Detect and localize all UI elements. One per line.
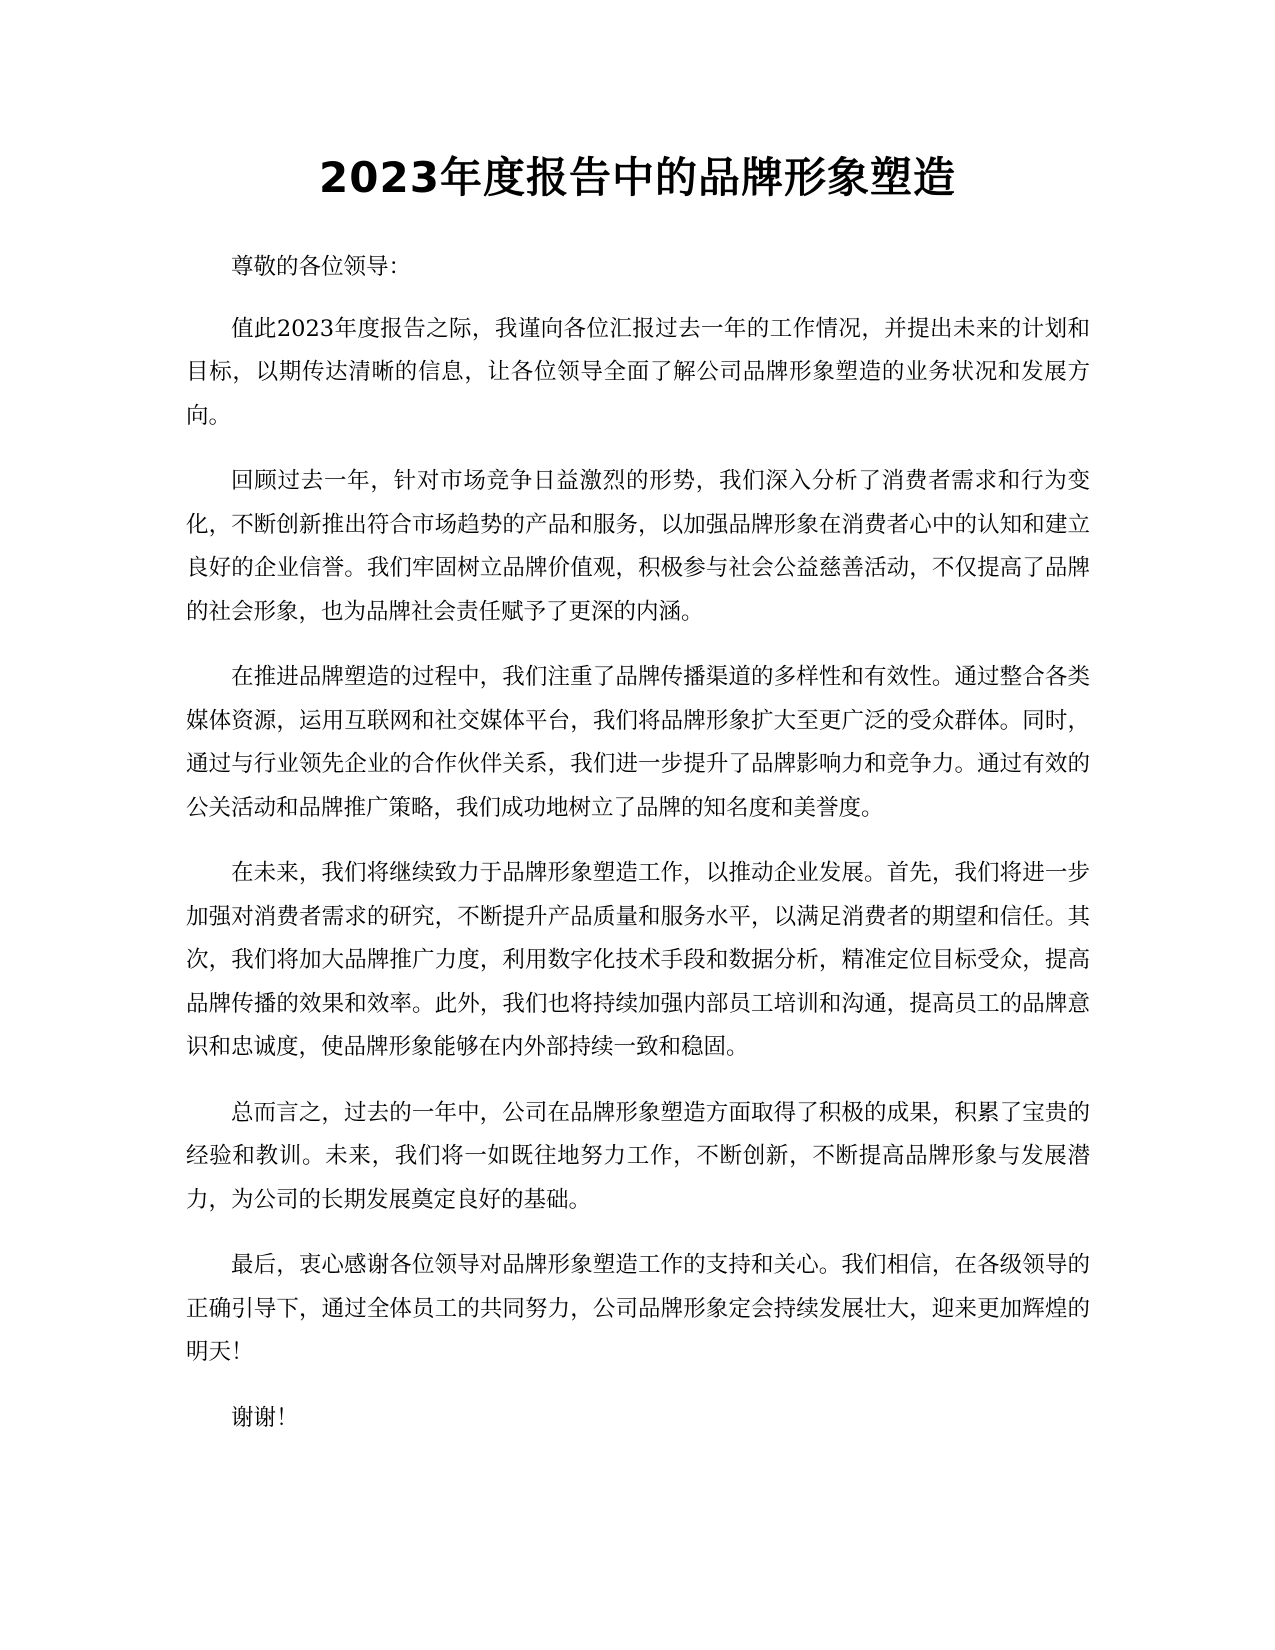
paragraph-thanks: 最后，衷心感谢各位领导对品牌形象塑造工作的支持和关心。我们相信，在各级领导的正确引导下，通过全体员工的共同努力，公司品牌形象定会持续发展壮大，迎来更加辉煌的明天！ — [186, 1252, 1090, 1365]
closing: 谢谢！ — [231, 1404, 299, 1431]
paragraph-summary: 总而言之，过去的一年中，公司在品牌形象塑造方面取得了积极的成果，积累了宝贵的经验和教训。未来，我们将一如既往地努力工作，不断创新，不断提高品牌形象与发展潜力，为公司的长期发展奠定良好的基础。 — [186, 1099, 1090, 1213]
paragraph-intro: 值此2023年度报告之际，我谨向各位汇报过去一年的工作情况，并提出未来的计划和目标，以期传达清晰的信息，让各位领导全面了解公司品牌形象塑造的业务状况和发展方向。 — [186, 315, 1090, 429]
paragraph-future: 在未来，我们将继续致力于品牌形象塑造工作，以推动企业发展。首先，我们将进一步加强对消费者需求的研究，不断提升产品质量和服务水平，以满足消费者的期望和信任。其次，我们将加大品牌推广力度，利用数字化技术手段和数据分析，精准定位目标受众，提高品牌传播的效果和效率。此外，我们也将持续加强内部员工培训和沟通，提高员工的品牌意识和忠诚度，使品牌形象能够在内外部持续一致和稳固。 — [186, 860, 1090, 1060]
paragraph-channels: 在推进品牌塑造的过程中，我们注重了品牌传播渠道的多样性和有效性。通过整合各类媒体资源，运用互联网和社交媒体平台，我们将品牌形象扩大至更广泛的受众群体。同时，通过与行业领先企业的合作伙伴关系，我们进一步提升了品牌影响力和竞争力。通过有效的公关活动和品牌推广策略，我们成功地树立了品牌的知名度和美誉度。 — [186, 664, 1090, 821]
document-title: 2023年度报告中的品牌形象塑造 — [319, 153, 956, 202]
paragraph-review: 回顾过去一年，针对市场竞争日益激烈的形势，我们深入分析了消费者需求和行为变化，不断创新推出符合市场趋势的产品和服务，以加强品牌形象在消费者心中的认知和建立良好的企业信誉。我们牢固树立品牌价值观，积极参与社会公益慈善活动，不仅提高了品牌的社会形象，也为品牌社会责任赋予了更深的内涵。 — [186, 468, 1090, 625]
salutation: 尊敬的各位领导： — [231, 254, 412, 280]
document-body — [186, 246, 1090, 1462]
